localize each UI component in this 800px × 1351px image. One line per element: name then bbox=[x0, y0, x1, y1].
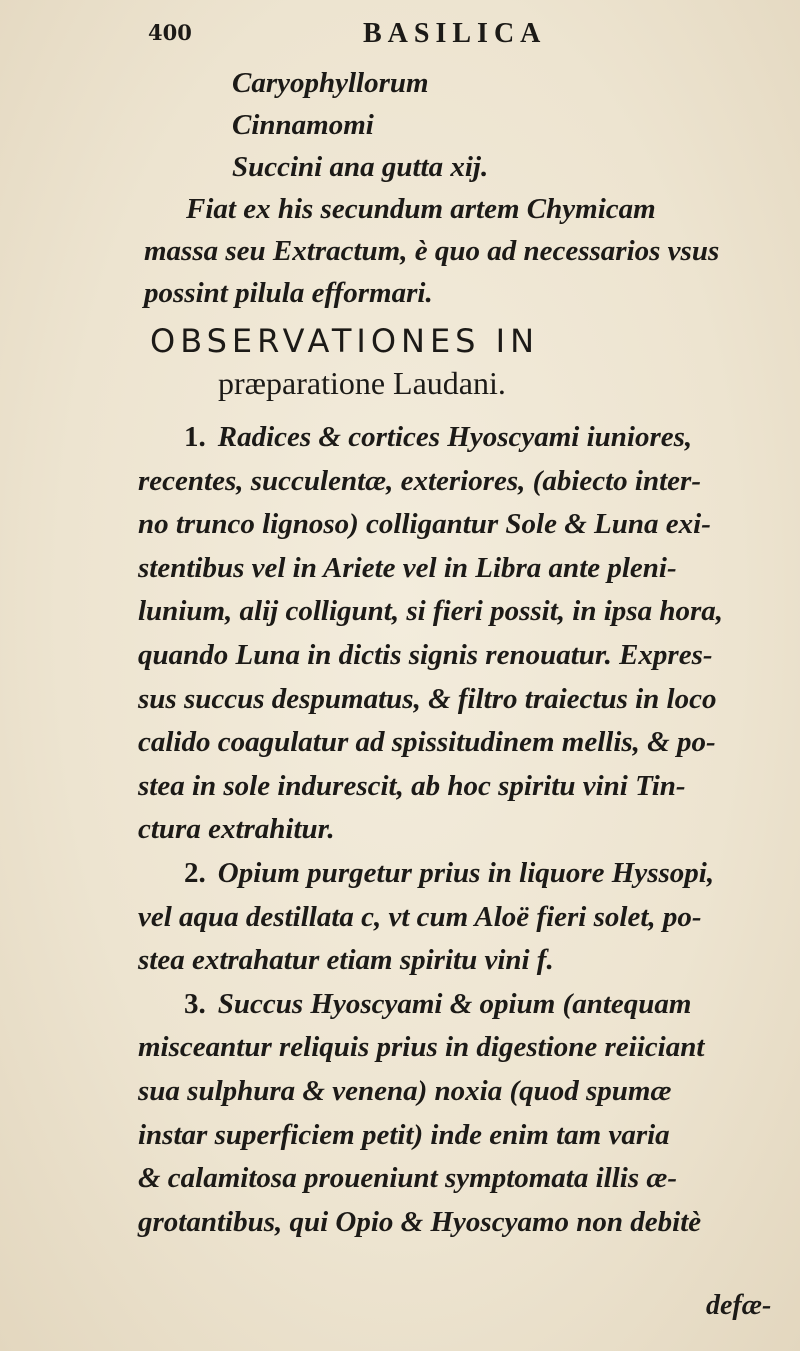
line-text: no trunco lignoso) colligantur Sole & Luna exi- bbox=[138, 508, 711, 541]
line-text: grotantibus, qui Opio & Hyoscyamo non debitè bbox=[138, 1205, 702, 1238]
paragraph-number: 1. bbox=[184, 421, 206, 453]
recipe-line: Cinnamomi bbox=[232, 109, 374, 141]
recipe-line: Fiat ex his secundum artem Chymicam bbox=[186, 193, 656, 225]
line-text: sus succus despumatus, & filtro traiectus in loco bbox=[138, 682, 717, 715]
paragraph-line bbox=[138, 808, 778, 852]
paragraph-line bbox=[138, 460, 778, 504]
recipe-block bbox=[138, 62, 778, 314]
paragraph-line bbox=[138, 983, 778, 1027]
section-subtitle: præparatione Laudani. bbox=[218, 365, 506, 401]
line-text: recentes, succulentæ, exteriores, (abiecto inter- bbox=[138, 464, 701, 497]
paragraph-line bbox=[138, 503, 778, 547]
line-text: stea extrahatur etiam spiritu vini f. bbox=[138, 944, 554, 977]
line-text: stea in sole indurescit, ab hoc spiritu vini Tin- bbox=[138, 769, 686, 802]
paragraph-line bbox=[138, 765, 778, 809]
page-header bbox=[148, 18, 708, 58]
recipe-line: Succini ana gutta xij. bbox=[232, 151, 489, 183]
line-text: & calamitosa proueniunt symptomata illis æ- bbox=[138, 1162, 677, 1195]
paragraph-line bbox=[138, 634, 778, 678]
line-text: Succus Hyoscyami & opium (antequam bbox=[217, 987, 692, 1020]
paragraph-line bbox=[138, 1026, 778, 1070]
line-text: stentibus vel in Ariete vel in Libra ante pleni- bbox=[138, 551, 677, 584]
page-number: 400 bbox=[148, 20, 192, 45]
catchword: defæ- bbox=[706, 1290, 772, 1321]
line-text: vel aqua destillata c, vt cum Aloë fieri solet, po- bbox=[138, 900, 702, 933]
line-text: misceantur reliquis prius in digestione reiiciant bbox=[138, 1031, 705, 1064]
recipe-line: massa seu Extractum, è quo ad necessarios vsus bbox=[144, 235, 720, 267]
section-title: OBSERVATIONES IN bbox=[150, 322, 540, 360]
paragraph-line bbox=[138, 1201, 778, 1245]
paragraph-line bbox=[138, 939, 778, 983]
paragraph-line bbox=[138, 547, 778, 591]
paragraph-number: 3. bbox=[184, 987, 206, 1020]
line-text: Radices & cortices Hyoscyami iuniores, bbox=[217, 421, 693, 453]
line-text: Opium purgetur prius in liquore Hyssopi, bbox=[217, 856, 715, 889]
line-text: quando Luna in dictis signis renouatur. Expres- bbox=[138, 638, 713, 671]
paragraph-line bbox=[138, 852, 778, 896]
paragraph-number: 2. bbox=[184, 856, 206, 889]
paragraph-line bbox=[138, 896, 778, 940]
line-text: ctura extrahitur. bbox=[138, 813, 335, 846]
line-text: lunium, alij colligunt, si fieri possit, in ipsa hora, bbox=[138, 595, 723, 628]
recipe-line: Caryophyllorum bbox=[232, 67, 429, 99]
paragraph-line bbox=[138, 416, 778, 460]
line-text: sua sulphura & venena) noxia (quod spumæ bbox=[138, 1074, 672, 1107]
paragraph-line bbox=[138, 1114, 778, 1158]
paragraph-line bbox=[138, 1070, 778, 1114]
recipe-line: possint pilula efformari. bbox=[144, 277, 433, 309]
running-head: BASILICA bbox=[363, 18, 547, 49]
paragraph-line bbox=[138, 1157, 778, 1201]
observations-body bbox=[138, 416, 778, 1244]
paragraph-line bbox=[138, 590, 778, 634]
line-text: instar superficiem petit) inde enim tam varia bbox=[138, 1118, 670, 1151]
paragraph-line bbox=[138, 678, 778, 722]
paragraph-line bbox=[138, 721, 778, 765]
line-text: calido coagulatur ad spissitudinem mellis, & po- bbox=[138, 726, 716, 759]
